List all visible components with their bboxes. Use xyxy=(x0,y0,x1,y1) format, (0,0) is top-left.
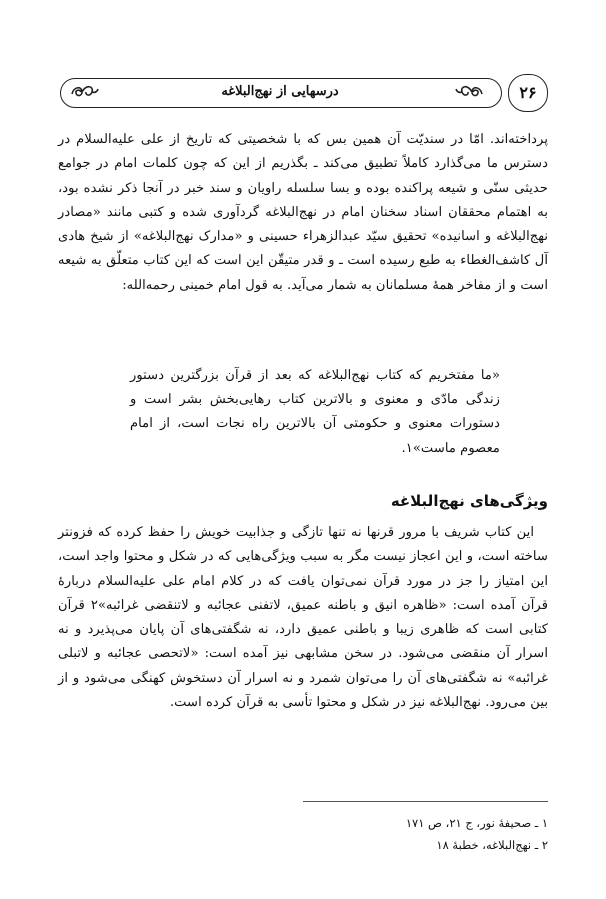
quote-block: «ما مفتخریم که کتاب نهج‌البلاغه که بعد از قرآن بزرگترین دستور زندگی مادّی و معنوی و بالاترین کتاب رهایی‌بخش بشر است و دستورات معنوی و حکومتی آن بالاترین راه نجات است، از امام معصوم ماست»۱. xyxy=(130,368,500,456)
footnote-divider xyxy=(303,801,548,802)
footnote-2: ۲ ـ نهج‌البلاغه، خطبهٔ ۱۸ xyxy=(436,838,548,852)
footnote-1: ۱ ـ صحیفهٔ نور، ج ۲۱، ص ۱۷۱ xyxy=(405,816,548,830)
footnotes xyxy=(58,812,548,856)
section-heading: ویژگی‌های نهج‌البلاغه xyxy=(390,492,548,510)
body-paragraph-1: پرداخته‌اند. امّا در سندیّت آن همین بس که با شخصیتی که تاریخ از علی علیه‌السلام در دسترس ما می‌گذارد کاملاً تطبیق می‌کند ـ بگذریم از این که چون کلمات امام در جوامع حدیثی سنّی و شیعه پراکنده بوده و بسا سلسله راویان و سند خبر در آنجا ذکر نشده بود، به اهتمام محققان اسناد سخنان امام در نهج‌البلاغه گردآوری شده و کتبی مانند «مصادر نهج‌البلاغه و اسانیده» تحقیق سیّد عبدالزهراء حسینی و «مدارک نهج‌البلاغه» از شیخ هادی آل کاشف‌الغطاء به طبع رسیده است ـ و قدر متیقّن این است که این کتاب متعلّق به شیعه است و از مفاخر همهٔ مسلمانان به شمار می‌آید. به قول امام خمینی رحمه‌الله: xyxy=(58,132,548,293)
page-header xyxy=(60,70,548,114)
page-number: ۲۶ xyxy=(508,74,548,112)
ornament-right-icon xyxy=(452,80,486,104)
body-paragraph-2: این کتاب شریف با مرور قرنها نه تنها تازگی و جذابیت خویش را حفظ کرده که فزونتر ساخته است، و این اعجاز نیست مگر به سبب ویژگی‌هایی که در شکل و محتوا واجد است، این امتیاز را جز در مورد قرآن نمی‌توان یافت که در کلام امام علی علیه‌السلام دربارهٔ قرآن آمده است: «ظاهره انیق و باطنه عمیق، لاتفنی عجائبه و لاتنقضی غرائبه»۲ قرآن کتابی است که ظاهری زیبا و باطنی عمیق دارد، نه شگفتی‌های آن پایان می‌پذیرد و نه اسرار آن منقضی می‌شود. در سخن مشابهی نیز آمده است: «لاتحصی عجائبه و لاتبلی غرائبه» نه شگفتی‌های آن را می‌توان شمرد و نه اسرار آن دستخوش کهنگی می‌شود و از بین می‌رود. نهج‌البلاغه نیز در شکل و محتوا تأسی به قرآن کرده است. xyxy=(58,525,548,711)
page-title: درسهایی از نهج‌البلاغه xyxy=(221,84,339,99)
